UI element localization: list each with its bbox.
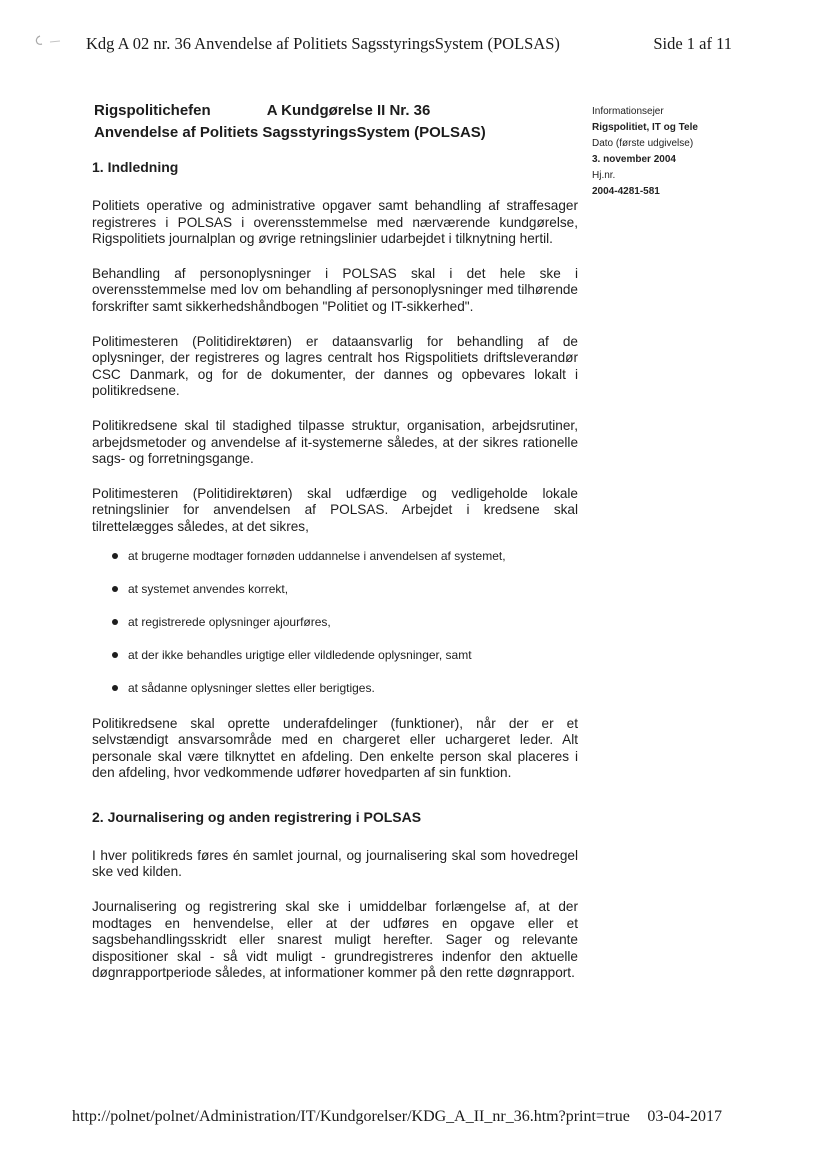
paragraph: I hver politikreds føres én samlet journal, og journalisering skal som hovedregel ske ved kilden. — [92, 847, 578, 880]
scan-mark-icon — [30, 32, 70, 48]
paragraph: Politiets operative og administrative opgaver samt behandling af straffesager registreres i POLSAS i overensstemmelse med nærværende kundgørelse, Rigspolitiets journalplan og øvrige retningslinier udarbejdet i tilknytning hertil. — [92, 198, 578, 247]
list-item: at der ikke behandles urigtige eller vildledende oplysninger, samt — [112, 647, 578, 663]
info-date-label: Dato (første udgivelse) — [592, 138, 694, 149]
print-header-title: Kdg A 02 nr. 36 Anvendelse af Politiets SagsstyringsSystem (POLSAS) — [86, 34, 560, 53]
requirements-list — [112, 548, 578, 696]
list-item: at brugerne modtager fornøden uddannelse i anvendelsen af systemet, — [112, 548, 578, 564]
info-jnr-label: Hj.nr. — [592, 170, 616, 181]
list-item: at registrerede oplysninger ajourføres, — [112, 614, 578, 630]
bullet-icon — [112, 553, 118, 559]
print-footer — [72, 1108, 722, 1126]
document-heading — [94, 100, 574, 144]
paragraph: Politimesteren (Politidirektøren) skal udfærdige og vedligeholde lokale retningslinier for anvendelsen af POLSAS. Arbejdet i kredsene skal tilrettelægges således, at det sikres, — [92, 485, 578, 534]
footer-date: 03-04-2017 — [647, 1108, 722, 1125]
organization-name: Rigspolitichefen — [94, 102, 211, 119]
info-owner-label: Informationsejer — [592, 106, 664, 117]
bullet-icon — [112, 685, 118, 691]
page-number: Side 1 af 11 — [653, 34, 732, 53]
info-jnr: 2004-4281-581 — [592, 186, 660, 197]
section-2-title: 2. Journalisering og anden registrering i POLSAS — [92, 808, 422, 825]
info-date: 3. november 2004 — [592, 154, 676, 165]
paragraph: Politimesteren (Politidirektøren) er dataansvarlig for behandling af de oplysninger, der registreres og lagres centralt hos Rigspolitiets driftsleverandør CSC Danmark, og for de dokumenter, der dannes og opbevares lokalt i politikredsene. — [92, 333, 578, 399]
paragraph: Journalisering og registrering skal ske i umiddelbar forlængelse af, at der modtages en henvendelse, eller at der udføres en opgave eller et sagsbehandlingsskridt eller snarest muligt herefter. Sager og relevante dispositioner skal - så vidt muligt - grundregistreres indenfor den aktuelle døgnrapportperiode således, at informationer kommer på den rette døgnrapport. — [92, 899, 578, 981]
paragraph: Politikredsene skal oprette underafdelinger (funktioner), når der er et selvstændigt ansvarsområde med en chargeret eller uchargeret leder. Alt personale skal være tilknyttet en afdeling. Den enkelte person skal placeres i den afdeling, hvor vedkommende udfører hovedparten af sin funktion. — [92, 715, 578, 781]
info-box — [592, 104, 762, 200]
document-body — [92, 158, 578, 1000]
footer-url: http://polnet/polnet/Administration/IT/Kundgorelser/KDG_A_II_nr_36.htm?print=true — [72, 1108, 630, 1125]
paragraph: Politikredsene skal til stadighed tilpasse struktur, organisation, arbejdsrutiner, arbejdsmetoder og anvendelse af it-systemerne således, at der sikres rationelle sags- og forretningsgange. — [92, 417, 578, 467]
section-1-title: 1. Indledning — [92, 159, 179, 175]
list-item: at systemet anvendes korrekt, — [112, 581, 578, 597]
bullet-icon — [112, 586, 118, 592]
paragraph: Behandling af personoplysninger i POLSAS skal i det hele ske i overensstemmelse med lov om behandling af personoplysninger med tilhørende forskrifter samt sikkerhedshåndbogen "Politiet og IT-sikkerhed". — [92, 265, 578, 314]
bullet-icon — [112, 619, 118, 625]
info-owner: Rigspolitiet, IT og Tele — [592, 122, 698, 133]
list-item: at sådanne oplysninger slettes eller berigtiges. — [112, 680, 578, 696]
bullet-icon — [112, 652, 118, 658]
document-title: Anvendelse af Politiets SagsstyringsSystem (POLSAS) — [94, 124, 486, 141]
notice-reference: A Kundgørelse II Nr. 36 — [266, 102, 431, 119]
